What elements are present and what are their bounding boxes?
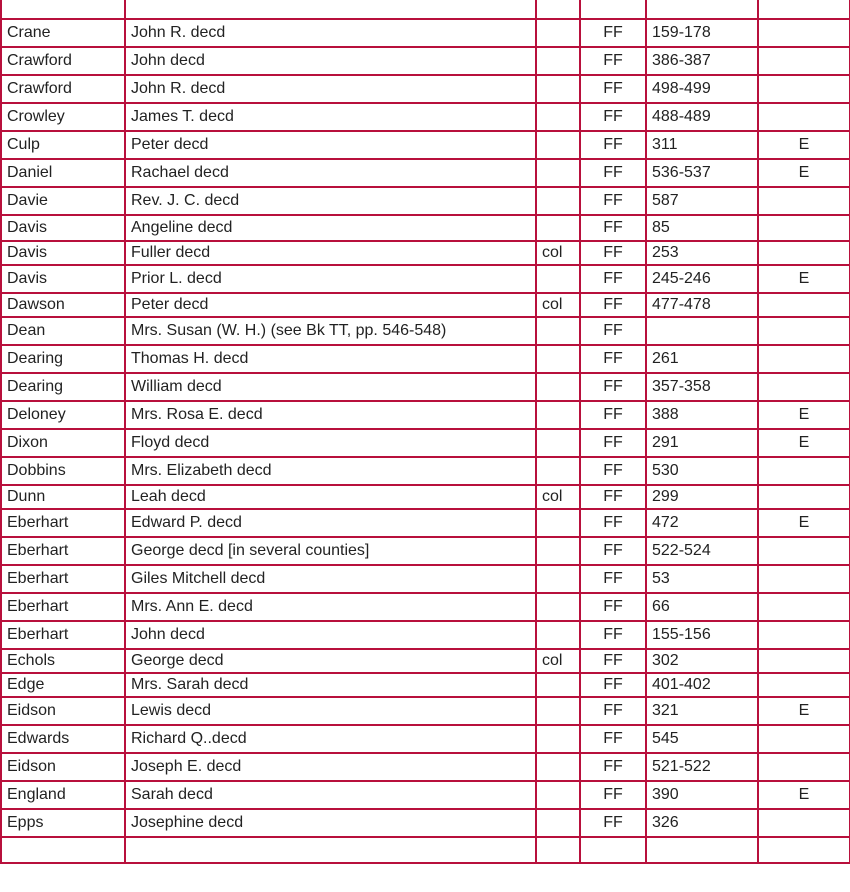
race-note-cell	[536, 103, 580, 131]
flag-cell	[758, 565, 850, 593]
book-cell: FF	[580, 241, 646, 265]
book-cell: FF	[580, 103, 646, 131]
given-name-cell	[125, 0, 536, 19]
race-note-cell: col	[536, 241, 580, 265]
given-name-cell: Lewis decd	[125, 697, 536, 725]
surname-cell: Dunn	[1, 485, 125, 509]
table-row	[1, 159, 850, 187]
race-note-cell	[536, 809, 580, 837]
given-name-cell: Thomas H. decd	[125, 345, 536, 373]
race-note-cell	[536, 537, 580, 565]
book-cell: FF	[580, 345, 646, 373]
flag-cell	[758, 19, 850, 47]
given-name-cell: Josephine decd	[125, 809, 536, 837]
pages-cell: 530	[646, 457, 758, 485]
race-note-cell: col	[536, 293, 580, 317]
race-note-cell	[536, 131, 580, 159]
book-cell: FF	[580, 537, 646, 565]
surname-cell: Eberhart	[1, 537, 125, 565]
table-row	[1, 649, 850, 673]
table-row	[1, 837, 850, 863]
given-name-cell: Giles Mitchell decd	[125, 565, 536, 593]
given-name-cell: John R. decd	[125, 75, 536, 103]
pages-cell: 388	[646, 401, 758, 429]
race-note-cell	[536, 19, 580, 47]
table-row	[1, 75, 850, 103]
surname-cell: Deloney	[1, 401, 125, 429]
flag-cell: E	[758, 401, 850, 429]
pages-cell: 299	[646, 485, 758, 509]
pages-cell: 253	[646, 241, 758, 265]
pages-cell: 390	[646, 781, 758, 809]
surname-cell: Daniel	[1, 159, 125, 187]
flag-cell	[758, 0, 850, 19]
surname-cell: Davis	[1, 265, 125, 293]
race-note-cell: col	[536, 485, 580, 509]
surname-cell: Eberhart	[1, 509, 125, 537]
table-row	[1, 0, 850, 19]
records-table-body	[1, 0, 850, 863]
surname-cell: Davis	[1, 215, 125, 241]
given-name-cell: Peter decd	[125, 131, 536, 159]
flag-cell	[758, 649, 850, 673]
flag-cell	[758, 753, 850, 781]
table-row	[1, 809, 850, 837]
race-note-cell: col	[536, 649, 580, 673]
surname-cell: Crawford	[1, 47, 125, 75]
flag-cell	[758, 103, 850, 131]
pages-cell: 386-387	[646, 47, 758, 75]
given-name-cell: Leah decd	[125, 485, 536, 509]
flag-cell	[758, 293, 850, 317]
given-name-cell: John decd	[125, 621, 536, 649]
given-name-cell: John R. decd	[125, 19, 536, 47]
flag-cell	[758, 485, 850, 509]
book-cell: FF	[580, 457, 646, 485]
race-note-cell	[536, 47, 580, 75]
pages-cell: 401-402	[646, 673, 758, 697]
given-name-cell: Rev. J. C. decd	[125, 187, 536, 215]
given-name-cell: George decd	[125, 649, 536, 673]
table-row	[1, 401, 850, 429]
surname-cell: Dixon	[1, 429, 125, 457]
flag-cell: E	[758, 159, 850, 187]
surname-cell: Dobbins	[1, 457, 125, 485]
surname-cell: Epps	[1, 809, 125, 837]
given-name-cell: James T. decd	[125, 103, 536, 131]
given-name-cell: Rachael decd	[125, 159, 536, 187]
book-cell: FF	[580, 429, 646, 457]
pages-cell: 53	[646, 565, 758, 593]
flag-cell	[758, 215, 850, 241]
book-cell: FF	[580, 697, 646, 725]
pages-cell: 302	[646, 649, 758, 673]
table-row	[1, 103, 850, 131]
book-cell: FF	[580, 809, 646, 837]
book-cell: FF	[580, 621, 646, 649]
table-row	[1, 621, 850, 649]
table-row	[1, 753, 850, 781]
race-note-cell	[536, 373, 580, 401]
book-cell: FF	[580, 373, 646, 401]
race-note-cell	[536, 725, 580, 753]
race-note-cell	[536, 457, 580, 485]
race-note-cell	[536, 317, 580, 345]
pages-cell	[646, 0, 758, 19]
surname-cell: Dean	[1, 317, 125, 345]
flag-cell	[758, 317, 850, 345]
book-cell: FF	[580, 673, 646, 697]
book-cell: FF	[580, 265, 646, 293]
pages-cell: 522-524	[646, 537, 758, 565]
pages-cell: 66	[646, 593, 758, 621]
table-row	[1, 565, 850, 593]
flag-cell	[758, 47, 850, 75]
pages-cell: 261	[646, 345, 758, 373]
flag-cell	[758, 809, 850, 837]
race-note-cell	[536, 345, 580, 373]
flag-cell: E	[758, 265, 850, 293]
surname-cell: Dearing	[1, 345, 125, 373]
given-name-cell: Mrs. Rosa E. decd	[125, 401, 536, 429]
book-cell: FF	[580, 215, 646, 241]
flag-cell: E	[758, 697, 850, 725]
table-row	[1, 317, 850, 345]
given-name-cell: Peter decd	[125, 293, 536, 317]
flag-cell	[758, 725, 850, 753]
table-row	[1, 593, 850, 621]
flag-cell	[758, 537, 850, 565]
pages-cell: 521-522	[646, 753, 758, 781]
book-cell: FF	[580, 131, 646, 159]
surname-cell: Edge	[1, 673, 125, 697]
given-name-cell: Sarah decd	[125, 781, 536, 809]
flag-cell	[758, 345, 850, 373]
pages-cell: 159-178	[646, 19, 758, 47]
race-note-cell	[536, 781, 580, 809]
surname-cell: Crawford	[1, 75, 125, 103]
table-row	[1, 241, 850, 265]
pages-cell: 472	[646, 509, 758, 537]
book-cell	[580, 837, 646, 863]
pages-cell: 291	[646, 429, 758, 457]
given-name-cell: Floyd decd	[125, 429, 536, 457]
pages-cell: 155-156	[646, 621, 758, 649]
book-cell: FF	[580, 293, 646, 317]
race-note-cell	[536, 593, 580, 621]
given-name-cell: Edward P. decd	[125, 509, 536, 537]
surname-cell: Eberhart	[1, 621, 125, 649]
race-note-cell	[536, 159, 580, 187]
flag-cell	[758, 75, 850, 103]
table-row	[1, 47, 850, 75]
book-cell: FF	[580, 187, 646, 215]
book-cell: FF	[580, 159, 646, 187]
table-row	[1, 781, 850, 809]
book-cell: FF	[580, 725, 646, 753]
pages-cell	[646, 837, 758, 863]
surname-cell: Eberhart	[1, 593, 125, 621]
book-cell: FF	[580, 565, 646, 593]
race-note-cell	[536, 673, 580, 697]
table-row	[1, 725, 850, 753]
race-note-cell	[536, 187, 580, 215]
surname-cell: Crane	[1, 19, 125, 47]
pages-cell: 545	[646, 725, 758, 753]
given-name-cell: George decd [in several counties]	[125, 537, 536, 565]
given-name-cell: Joseph E. decd	[125, 753, 536, 781]
given-name-cell	[125, 837, 536, 863]
pages-cell: 488-489	[646, 103, 758, 131]
pages-cell: 536-537	[646, 159, 758, 187]
race-note-cell	[536, 401, 580, 429]
pages-cell: 321	[646, 697, 758, 725]
table-row	[1, 187, 850, 215]
pages-cell: 245-246	[646, 265, 758, 293]
given-name-cell: Mrs. Ann E. decd	[125, 593, 536, 621]
table-row	[1, 457, 850, 485]
book-cell	[580, 0, 646, 19]
given-name-cell: Prior L. decd	[125, 265, 536, 293]
surname-cell: Davis	[1, 241, 125, 265]
flag-cell: E	[758, 429, 850, 457]
given-name-cell: William decd	[125, 373, 536, 401]
race-note-cell	[536, 265, 580, 293]
table-row	[1, 485, 850, 509]
flag-cell: E	[758, 509, 850, 537]
flag-cell	[758, 373, 850, 401]
table-row	[1, 293, 850, 317]
race-note-cell	[536, 509, 580, 537]
table-row	[1, 345, 850, 373]
flag-cell	[758, 241, 850, 265]
book-cell: FF	[580, 781, 646, 809]
pages-cell: 326	[646, 809, 758, 837]
table-row	[1, 673, 850, 697]
race-note-cell	[536, 697, 580, 725]
surname-cell: Eberhart	[1, 565, 125, 593]
given-name-cell: Fuller decd	[125, 241, 536, 265]
table-row	[1, 19, 850, 47]
pages-cell: 85	[646, 215, 758, 241]
book-cell: FF	[580, 593, 646, 621]
race-note-cell	[536, 621, 580, 649]
table-row	[1, 215, 850, 241]
surname-cell: England	[1, 781, 125, 809]
book-cell: FF	[580, 47, 646, 75]
surname-cell: Echols	[1, 649, 125, 673]
book-cell: FF	[580, 401, 646, 429]
surname-cell: Eidson	[1, 753, 125, 781]
book-cell: FF	[580, 485, 646, 509]
table-row	[1, 697, 850, 725]
flag-cell	[758, 621, 850, 649]
book-cell: FF	[580, 317, 646, 345]
book-cell: FF	[580, 19, 646, 47]
pages-cell: 477-478	[646, 293, 758, 317]
pages-cell: 587	[646, 187, 758, 215]
race-note-cell	[536, 837, 580, 863]
book-cell: FF	[580, 75, 646, 103]
flag-cell: E	[758, 781, 850, 809]
pages-cell: 498-499	[646, 75, 758, 103]
flag-cell	[758, 673, 850, 697]
race-note-cell	[536, 0, 580, 19]
surname-cell: Eidson	[1, 697, 125, 725]
surname-cell: Crowley	[1, 103, 125, 131]
race-note-cell	[536, 429, 580, 457]
table-row	[1, 537, 850, 565]
given-name-cell: Angeline decd	[125, 215, 536, 241]
pages-cell: 357-358	[646, 373, 758, 401]
surname-cell: Davie	[1, 187, 125, 215]
race-note-cell	[536, 753, 580, 781]
given-name-cell: Mrs. Elizabeth decd	[125, 457, 536, 485]
pages-cell	[646, 317, 758, 345]
pages-cell: 311	[646, 131, 758, 159]
given-name-cell: Richard Q..decd	[125, 725, 536, 753]
race-note-cell	[536, 565, 580, 593]
flag-cell	[758, 187, 850, 215]
book-cell: FF	[580, 753, 646, 781]
surname-cell: Dawson	[1, 293, 125, 317]
given-name-cell: John decd	[125, 47, 536, 75]
surname-cell: Edwards	[1, 725, 125, 753]
table-row	[1, 131, 850, 159]
surname-cell	[1, 0, 125, 19]
table-row	[1, 509, 850, 537]
given-name-cell: Mrs. Sarah decd	[125, 673, 536, 697]
book-cell: FF	[580, 509, 646, 537]
table-row	[1, 265, 850, 293]
surname-cell: Culp	[1, 131, 125, 159]
book-cell: FF	[580, 649, 646, 673]
flag-cell: E	[758, 131, 850, 159]
flag-cell	[758, 457, 850, 485]
surname-cell: Dearing	[1, 373, 125, 401]
race-note-cell	[536, 75, 580, 103]
flag-cell	[758, 593, 850, 621]
flag-cell	[758, 837, 850, 863]
table-row	[1, 373, 850, 401]
table-row	[1, 429, 850, 457]
given-name-cell: Mrs. Susan (W. H.) (see Bk TT, pp. 546-548)	[125, 317, 536, 345]
race-note-cell	[536, 215, 580, 241]
surname-cell	[1, 837, 125, 863]
